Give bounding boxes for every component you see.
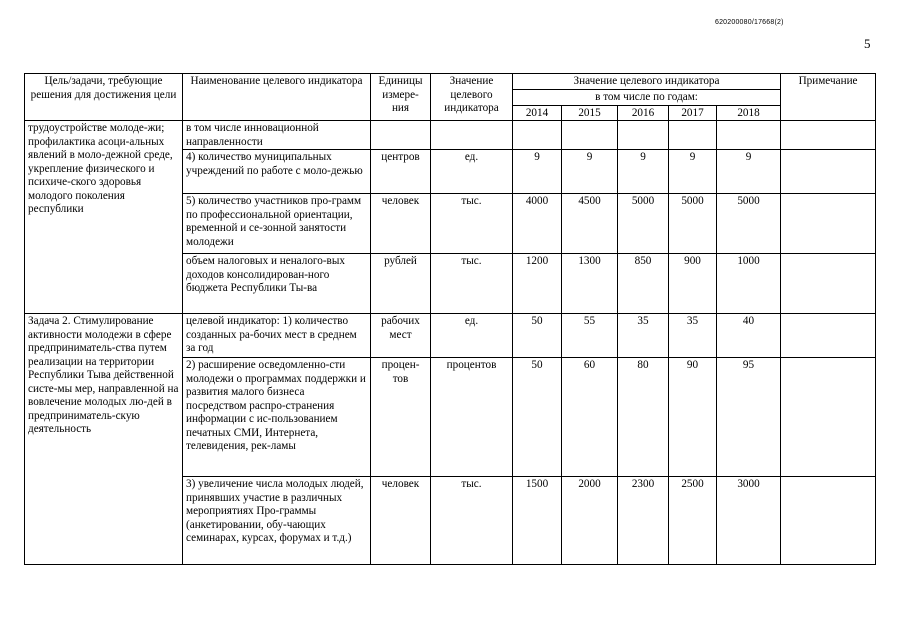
year-cell: 55: [562, 314, 618, 358]
value-cell: ед.: [431, 150, 513, 194]
value-cell: процентов: [431, 358, 513, 477]
note-cell: [781, 150, 876, 194]
value-cell: тыс.: [431, 477, 513, 565]
year-cell: 5000: [717, 194, 781, 254]
year-cell: 9: [513, 150, 562, 194]
indicator-cell: 4) количество муниципальных учреждений по работе с моло-дежью: [183, 150, 371, 194]
goal-cell: трудоустройстве молоде-жи; профилактика асоци-альных явлений в моло-дежной среде, укрепление физического и психиче-ского здоровья молодого поколения республики: [25, 121, 183, 314]
units-cell: человек: [371, 194, 431, 254]
units-cell: человек: [371, 477, 431, 565]
year-cell: 2500: [669, 477, 717, 565]
units-cell: рабочих мест: [371, 314, 431, 358]
year-cell: 2000: [562, 477, 618, 565]
year-cell: 80: [618, 358, 669, 477]
year-cell: 1300: [562, 254, 618, 314]
year-cell: [513, 121, 562, 150]
year-cell: 2300: [618, 477, 669, 565]
indicator-cell: объем налоговых и неналого-вых доходов консолидирован-ного бюджета Республики Ты-ва: [183, 254, 371, 314]
units-cell: процен-тов: [371, 358, 431, 477]
year-cell: 9: [618, 150, 669, 194]
year-cell: [669, 121, 717, 150]
year-cell: [717, 121, 781, 150]
year-cell: 40: [717, 314, 781, 358]
year-cell: 90: [669, 358, 717, 477]
year-cell: 1200: [513, 254, 562, 314]
value-cell: тыс.: [431, 194, 513, 254]
value-cell: ед.: [431, 314, 513, 358]
indicator-cell: в том числе инновационной направленности: [183, 121, 371, 150]
header-by-year: в том числе по годам:: [513, 90, 781, 106]
header-year-2018: 2018: [717, 106, 781, 121]
value-cell: тыс.: [431, 254, 513, 314]
header-year-2014: 2014: [513, 106, 562, 121]
year-cell: 60: [562, 358, 618, 477]
value-cell: [431, 121, 513, 150]
units-cell: [371, 121, 431, 150]
note-cell: [781, 254, 876, 314]
indicator-cell: целевой индикатор: 1) количество созданных ра-бочих мест в среднем за год: [183, 314, 371, 358]
year-cell: 9: [669, 150, 717, 194]
year-cell: 9: [717, 150, 781, 194]
note-cell: [781, 358, 876, 477]
year-cell: 1500: [513, 477, 562, 565]
table-row: [25, 121, 876, 150]
year-cell: 3000: [717, 477, 781, 565]
indicator-cell: 3) увеличение числа молодых людей, принявших участие в различных мероприятиях Про-граммы (анкетировании, обу-чающих семинарах, курсах, форумах и т.д.): [183, 477, 371, 565]
header-units: Единицы измере-ния: [371, 74, 431, 121]
note-cell: [781, 314, 876, 358]
year-cell: 50: [513, 358, 562, 477]
header-value: Значение целевого индикатора: [431, 74, 513, 121]
year-cell: 95: [717, 358, 781, 477]
header-year-2016: 2016: [618, 106, 669, 121]
year-cell: [618, 121, 669, 150]
year-cell: 35: [618, 314, 669, 358]
units-cell: рублей: [371, 254, 431, 314]
year-cell: 5000: [669, 194, 717, 254]
units-cell: центров: [371, 150, 431, 194]
document-number: 620200080/17668(2): [715, 19, 784, 26]
year-cell: 35: [669, 314, 717, 358]
year-cell: 850: [618, 254, 669, 314]
header-year-2015: 2015: [562, 106, 618, 121]
year-cell: 900: [669, 254, 717, 314]
year-cell: 5000: [618, 194, 669, 254]
header-indicator: Наименование целевого индикатора: [183, 74, 371, 121]
header-target-values: Значение целевого индикатора: [513, 74, 781, 90]
note-cell: [781, 194, 876, 254]
note-cell: [781, 121, 876, 150]
year-cell: [562, 121, 618, 150]
header-note: Примечание: [781, 74, 876, 121]
page-number: 5: [864, 36, 871, 51]
year-cell: 9: [562, 150, 618, 194]
goal-cell: Задача 2. Стимулирование активности молодежи в сфере предприниматель-ства путем реализации на территории Республики Тыва действенной систе-мы мер, направленной на вовлечение молодых лю-дей в предприниматель-скую деятельность: [25, 314, 183, 565]
header-year-2017: 2017: [669, 106, 717, 121]
year-cell: 50: [513, 314, 562, 358]
indicator-cell: 2) расширение осведомленно-сти молодежи о программах поддержки и развития малого бизнеса посредством распро-странения информации с ис-пользованием печатных СМИ, Интернета, телевидения, рек-ламы: [183, 358, 371, 477]
indicator-cell: 5) количество участников про-грамм по профессиональной ориентации, временной и се-зонной занятости молодежи: [183, 194, 371, 254]
year-cell: 1000: [717, 254, 781, 314]
table-row: [25, 314, 876, 358]
year-cell: 4000: [513, 194, 562, 254]
note-cell: [781, 477, 876, 565]
year-cell: 4500: [562, 194, 618, 254]
indicator-table: [24, 73, 876, 565]
header-goal: Цель/задачи, требующие решения для достижения цели: [25, 74, 183, 121]
